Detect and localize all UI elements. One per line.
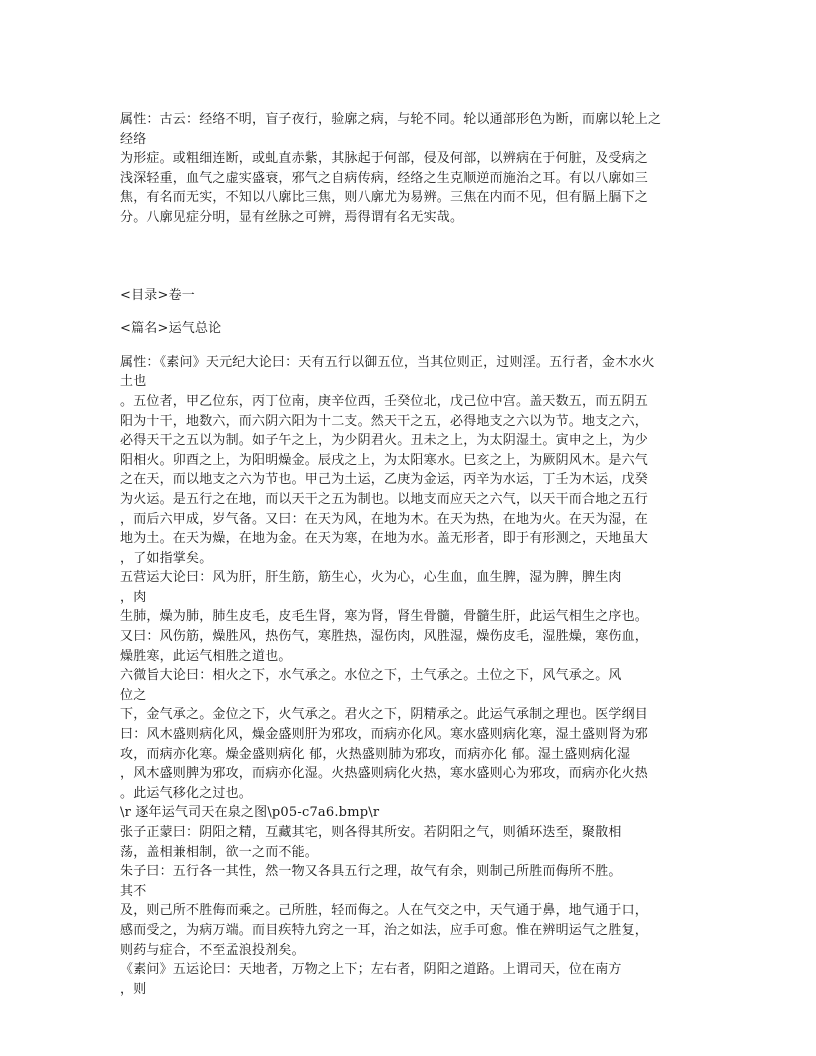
text-line: 张子正蒙曰：阴阳之精，互藏其宅，则各得其所安。若阴阳之气，则循环迭至，聚散相 (120, 825, 622, 840)
text-line: 分。八廓见症分明，显有丝脉之可辨，焉得谓有名无实哉。 (120, 209, 464, 225)
paragraph-yunqi (120, 353, 700, 1000)
text-line: 之在天，而以地支之六为节也。甲己为土运，乙庚为金运，丙辛为水运，丁壬为木运，戊癸 (120, 472, 649, 488)
text-line: 生肺，燥为肺，肺生皮毛，皮毛生肾，寒为肾，肾生骨髓，骨髓生肝，此运气相生之序也。 (120, 609, 649, 625)
text-line: ，而后六甲成，岁气备。又曰：在天为风，在地为木。在天为热，在地为火。在天为湿，在 (120, 511, 649, 527)
text-line: 阳为十干，地数六，而六阴六阳为十二支。然天干之五，必得地支之六以为节。地支之六， (120, 413, 649, 429)
text-line: 。此运气移化之过也。 (120, 785, 253, 801)
text-line: 浅深轻重，血气之虚实盛衰，邪气之自病传病，经络之生克顺逆而施治之耳。有以八廓如三 (120, 170, 649, 186)
image-reference: \r 逐年运气司天在泉之图\p05-c7a6.bmp\r (120, 805, 380, 821)
text-line: 为火运。是五行之在地，而以天干之五为制也。以地支而应天之六气，以天干而合地之五行 (120, 491, 649, 507)
text-line: 土也 (120, 374, 147, 390)
text-line: ，则 (120, 981, 147, 997)
text-line: 六微旨大论曰：相火之下，水气承之。水位之下，土气承之。土位之下，风气承之。风 (120, 668, 622, 684)
text-line: 其不 (120, 883, 147, 899)
text-line: 曰：风木盛则病化风，燥金盛则肝为邪攻，而病亦化风。寒水盛则病化寒，湿土盛则肾为邪 (120, 727, 649, 743)
text-line: ，了如指掌矣。 (120, 550, 213, 566)
text-line: 属性：《素问》天元纪大论曰：天有五行以御五位，当其位则正，过则淫。五行者，金木水火 (120, 354, 655, 370)
text-line: ，肉 (120, 589, 147, 605)
document-page (120, 110, 700, 999)
text-line: 必得天干之五以为制。如子午之上，为少阴君火。丑未之上，为太阴湿土。寅申之上，为少 (120, 433, 649, 449)
text-line: 为形症。或粗细连断，或虬直赤紫，其脉起于何部，侵及何部，以辨病在于何脏，及受病之 (120, 151, 649, 167)
text-line: 经络 (120, 131, 147, 147)
text-line: 则药与症合，不至孟浪投剂矣。 (120, 942, 305, 958)
text-line: 及，则己所不胜侮而乘之。己所胜，轻而侮之。人在气交之中，天气通于鼻，地气通于口， (120, 903, 649, 919)
paragraph-shuxing-kuo (120, 110, 700, 228)
section-heading: <篇名>运气总论 (120, 321, 222, 337)
text-line: 又曰：风伤筋，燥胜风，热伤气，寒胜热，湿伤肉，风胜湿，燥伤皮毛，湿胜燥，寒伤血， (120, 629, 649, 645)
text-line: 属性：古云：经络不明，盲子夜行，验廓之病，与轮不同。轮以通部形色为断，而廓以轮上之 (120, 112, 662, 127)
text-line: 阳相火。卯酉之上，为阳明燥金。辰戌之上，为太阳寒水。巳亥之上，为厥阴风木。是六气 (120, 452, 649, 468)
text-line: 朱子曰：五行各一其性，然一物又各具五行之理，故气有余，则制己所胜而侮所不胜。 (120, 864, 622, 880)
text-line: 下，金气承之。金位之下，火气承之。君火之下，阴精承之。此运气承制之理也。医学纲目 (120, 707, 649, 723)
toc-heading: <目录>卷一 (120, 287, 195, 303)
text-line: 《素问》五运论曰：天地者，万物之上下；左右者，阴阳之道路。上谓司天，位在南方 (120, 962, 622, 978)
text-line: 感而受之，为病万端。而目疾特九窍之一耳，治之如法，应手可愈。惟在辨明运气之胜复， (120, 922, 649, 938)
text-line: ，风木盛则脾为邪攻，而病亦化湿。火热盛则病化火热，寒水盛则心为邪攻，而病亦化火热 (120, 766, 649, 782)
text-line: 位之 (120, 687, 147, 703)
text-line: 。五位者，甲乙位东，丙丁位南，庚辛位西，壬癸位北，戊己位中宫。盖天数五，而五阴五 (120, 393, 649, 409)
text-line: 焦，有名而无实，不知以八廓比三焦，则八廓尤为易辨。三焦在内而不见，但有膈上膈下之 (120, 190, 649, 206)
text-line: 攻，而病亦化寒。燥金盛则病化 郁，火热盛则肺为邪攻，而病亦化 郁。湿土盛则病化湿 (120, 746, 631, 762)
text-line: 燥胜寒，此运气相胜之道也。 (120, 648, 292, 664)
text-line: 五营运大论曰：风为肝，肝生筋，筋生心，火为心，心生血，血生脾，湿为脾，脾生肉 (120, 570, 622, 586)
text-line: 地为土。在天为燥，在地为金。在天为寒，在地为水。盖无形者，即于有形测之，天地虽大 (120, 531, 649, 547)
text-line: 荡，盖相兼相制，欲一之而不能。 (120, 844, 319, 860)
